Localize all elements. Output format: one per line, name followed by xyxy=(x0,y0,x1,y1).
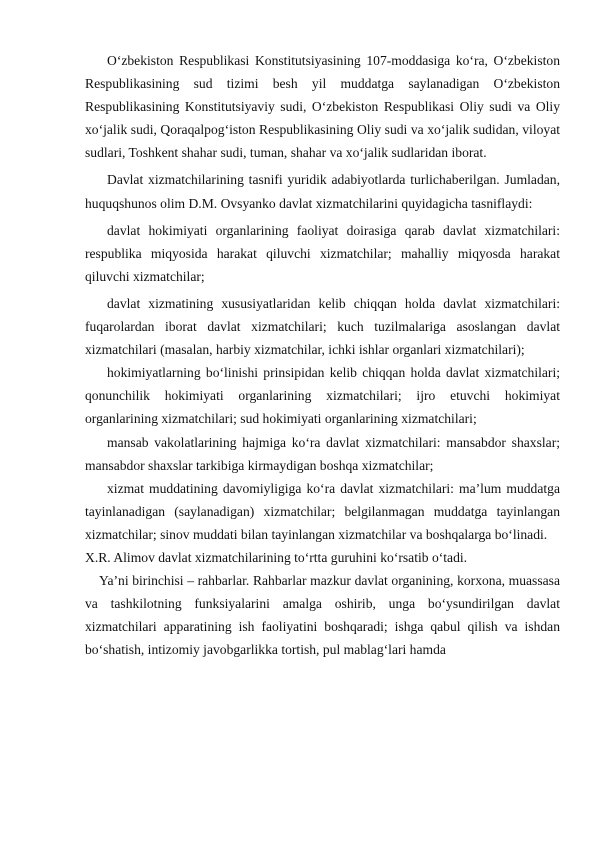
paragraph-scope-classification: davlat hokimiyati organlarining faoliyat doirasiga qarab davlat xizmatchilari: respublika miqyosida harakat qiluvchi xizmatchilar; mahalliy miqyosda harakat qiluvchi xizmatchilar; xyxy=(85,222,560,284)
paragraph-service-features: davlat xizmatining xususiyatlaridan kelib chiqqan holda davlat xizmatchilari: fuqarolardan iborat davlat xizmatchilari; kuch tuzilmalariga asoslangan davlat xizmatchilari (masalan, harbiy xizmatchilar, ichki ishlar organlari xizmatchilari); xyxy=(85,295,560,358)
paragraph-alimov-groups: X.R. Alimov davlat xizmatchilarining to‘rtta guruhini ko‘rsatib o‘tadi. xyxy=(85,549,468,565)
document-page xyxy=(85,49,560,661)
paragraph-first-group-leaders: Ya’ni birinchisi – rahbarlar. Rahbarlar mazkur davlat organining, korxona, muassasa va tashkilotning funksiyalarini amalga oshirib, unga bo‘ysundirilgan davlat xizmatchilari apparatining ish faoliyatini boshqaradi; ishga qabul qilish va ishdan bo‘shatish, intizomiy javobgarlikka tortish, pul mablag‘lari hamda xyxy=(85,573,560,658)
paragraph-official-powers: mansab vakolatlarining hajmiga ko‘ra davlat xizmatchilari: mansabdor shaxslar; mansabdor shaxslar tarkibiga kirmaydigan boshqa xizmatchilar; xyxy=(85,434,560,473)
paragraph-court-system: O‘zbekiston Respublikasi Konstitutsiyasining 107-moddasiga ko‘ra, O‘zbekiston Respublikasining sud tizimi besh yil muddatga saylanadigan O‘zbekiston Respublikasining Konstitutsiyaviy sudi, O‘zbekiston Respublikasi Oliy sudi va Oliy xo‘jalik sudi, Qoraqalpog‘iston Respublikasining Oliy sudi va xo‘jalik sudidan, viloyat sudlari, Toshkent shahar sudi, tuman, shahar va xo‘jalik sudlaridan iborat. xyxy=(85,53,560,161)
paragraph-separation-of-powers: hokimiyatlarning bo‘linishi prinsipidan kelib chiqqan holda davlat xizmatchilari; qonunchilik hokimiyati organlarining xizmatchilari; ijro etuvchi hokimiyat organlarining xizmatchilari; sud hokimiyati organlarining xizmatchilari; xyxy=(85,365,560,427)
paragraph-service-duration: xizmat muddatining davomiyligiga ko‘ra davlat xizmatchilari: ma’lum muddatga tayinlanadigan (saylanadigan) xizmatchilar; belgilanmagan muddatga tayinlangan xizmatchilar; sinov muddati bilan tayinlangan xizmatchilar va boshqalarga bo‘linadi. xyxy=(85,480,560,542)
paragraph-classification-intro: Davlat xizmatchilarining tasnifi yuridik adabiyotlarda turlichaberilgan. Jumladan, huquqshunos olim D.M. Ovsyanko davlat xizmatchilarini quyidagicha tasniflaydi: xyxy=(85,172,560,211)
